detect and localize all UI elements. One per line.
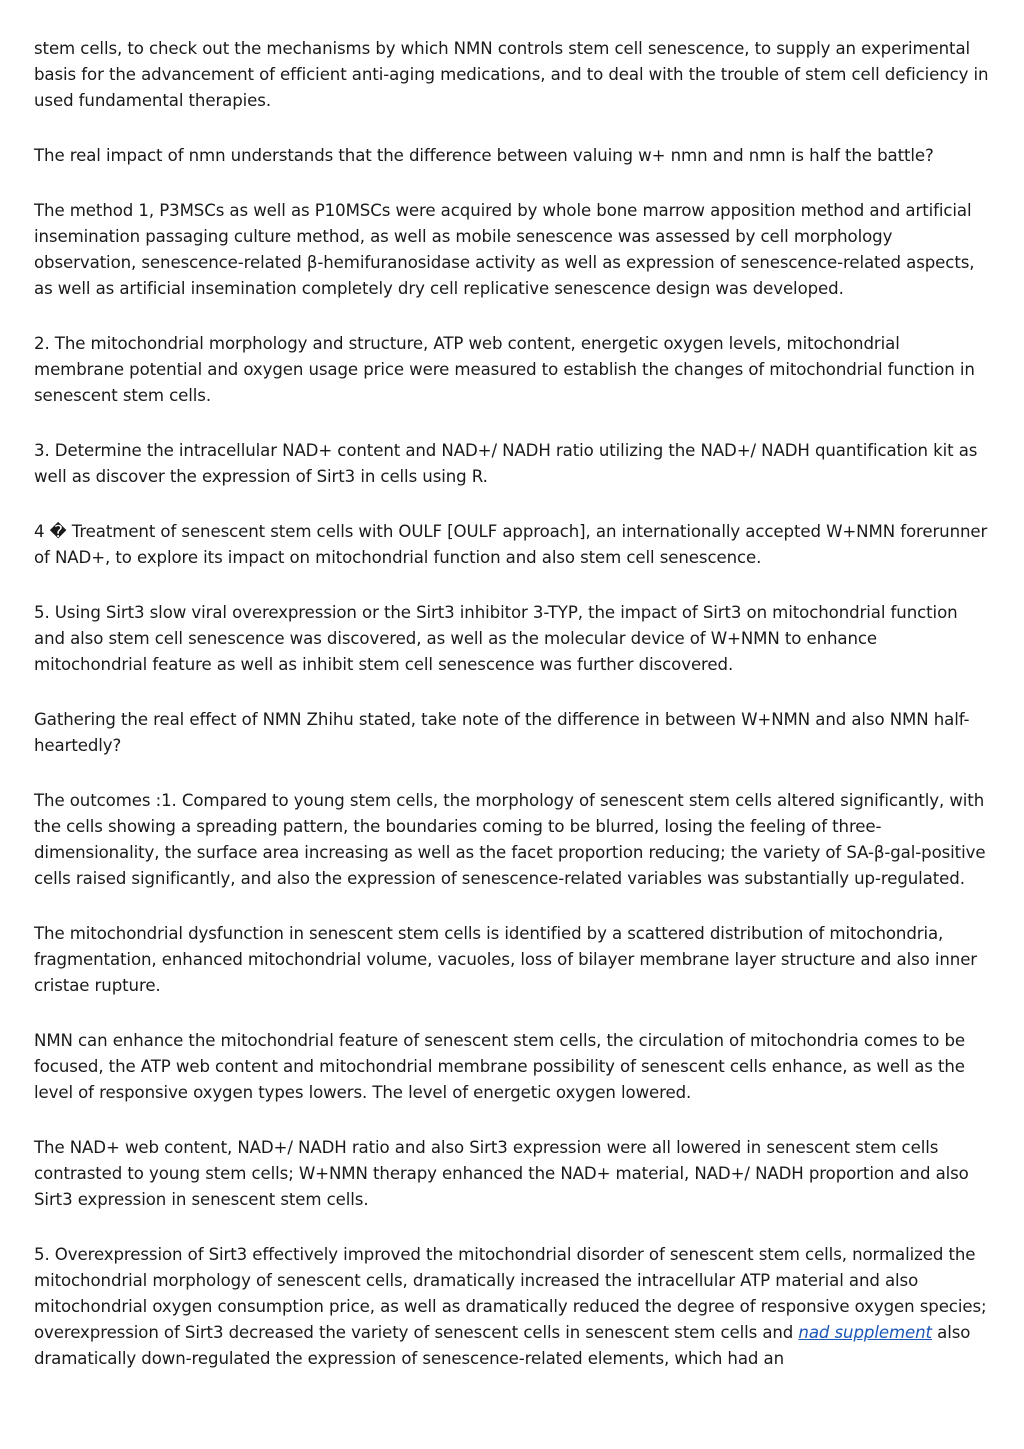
paragraph-mitochondrial-dysfunction: The mitochondrial dysfunction in senescent stem cells is identified by a scattered distribution of mitochondria, fragmentation, enhanced mitochondrial volume, vacuoles, loss of bilayer membrane layer structure and also inner cristae rupture. [34, 924, 978, 995]
paragraph-outcomes-5 [34, 1242, 992, 1372]
paragraph-method-4: 4 � Treatment of senescent stem cells with OULF [OULF approach], an internationally accepted W+NMN forerunner of NAD+, to explore its impact on mitochondrial function and also stem cell senescence. [34, 522, 988, 567]
paragraph-method-3: 3. Determine the intracellular NAD+ content and NAD+/ NADH ratio utilizing the NAD+/ NADH quantification kit as well as discover the expression of Sirt3 in cells using R. [34, 441, 978, 486]
paragraph-nmn-enhance: NMN can enhance the mitochondrial feature of senescent stem cells, the circulation of mitochondria comes to be focused, the ATP web content and mitochondrial membrane possibility of senescent cells enhance, as well as the level of responsive oxygen types lowers. The level of energetic oxygen lowered. [34, 1031, 966, 1102]
paragraph-text-after-link: also dramatically down-regulated the expression of senescence-related elements, which had an [34, 1323, 971, 1368]
paragraph-gathering: Gathering the real effect of NMN Zhihu stated, take note of the difference in between W+NMN and also NMN half-heartedly? [34, 710, 970, 755]
paragraph-method-5: 5. Using Sirt3 slow viral overexpression or the Sirt3 inhibitor 3-TYP, the impact of Sirt3 on mitochondrial function and also stem cell senescence was discovered, as well as the molecular device of W+NMN to enhance mitochondrial feature as well as inhibit stem cell senescence was further discovered. [34, 603, 958, 674]
nad-supplement-link[interactable]: nad supplement [798, 1323, 932, 1342]
paragraph-outcomes-1: The outcomes :1. Compared to young stem cells, the morphology of senescent stem cells altered significantly, with the cells showing a spreading pattern, the boundaries coming to be blurred, losing the feeling of three-dimensionality, the surface area increasing as well as the facet proportion reducing; the variety of SA-β-gal-positive cells raised significantly, and also the expression of senescence-related variables was substantially up-regulated. [34, 791, 986, 888]
paragraph-intro: stem cells, to check out the mechanisms by which NMN controls stem cell senescence, to supply an experimental basis for the advancement of efficient anti-aging medications, and to deal with the trouble of stem cell deficiency in used fundamental therapies. [34, 39, 989, 110]
paragraph-method-2: 2. The mitochondrial morphology and structure, ATP web content, energetic oxygen levels, mitochondrial membrane potential and oxygen usage price were measured to establish the changes of mitochondrial function in senescent stem cells. [34, 334, 975, 405]
paragraph-text-before-link: 5. Overexpression of Sirt3 effectively improved the mitochondrial disorder of senescent stem cells, normalized the mitochondrial morphology of senescent cells, dramatically increased the intracellular ATP material and also mitochondrial oxygen consumption price, as well as dramatically reduced the degree of responsive oxygen species; overexpression of Sirt3 decreased the variety of senescent cells in senescent stem cells and [34, 1245, 987, 1342]
paragraph-method-1: The method 1, P3MSCs as well as P10MSCs were acquired by whole bone marrow apposition method and artificial insemination passaging culture method, as well as mobile senescence was assessed by cell morphology observation, senescence-related β-hemifuranosidase activity as well as expression of senescence-related aspects, as well as artificial insemination completely dry cell replicative senescence design was developed. [34, 201, 975, 298]
document-body [34, 36, 992, 1401]
paragraph-nad-content: The NAD+ web content, NAD+/ NADH ratio and also Sirt3 expression were all lowered in senescent stem cells contrasted to young stem cells; W+NMN therapy enhanced the NAD+ material, NAD+/ NADH proportion and also Sirt3 expression in senescent stem cells. [34, 1138, 969, 1209]
paragraph-real-impact: The real impact of nmn understands that the difference between valuing w+ nmn and nmn is half the battle? [34, 146, 934, 165]
